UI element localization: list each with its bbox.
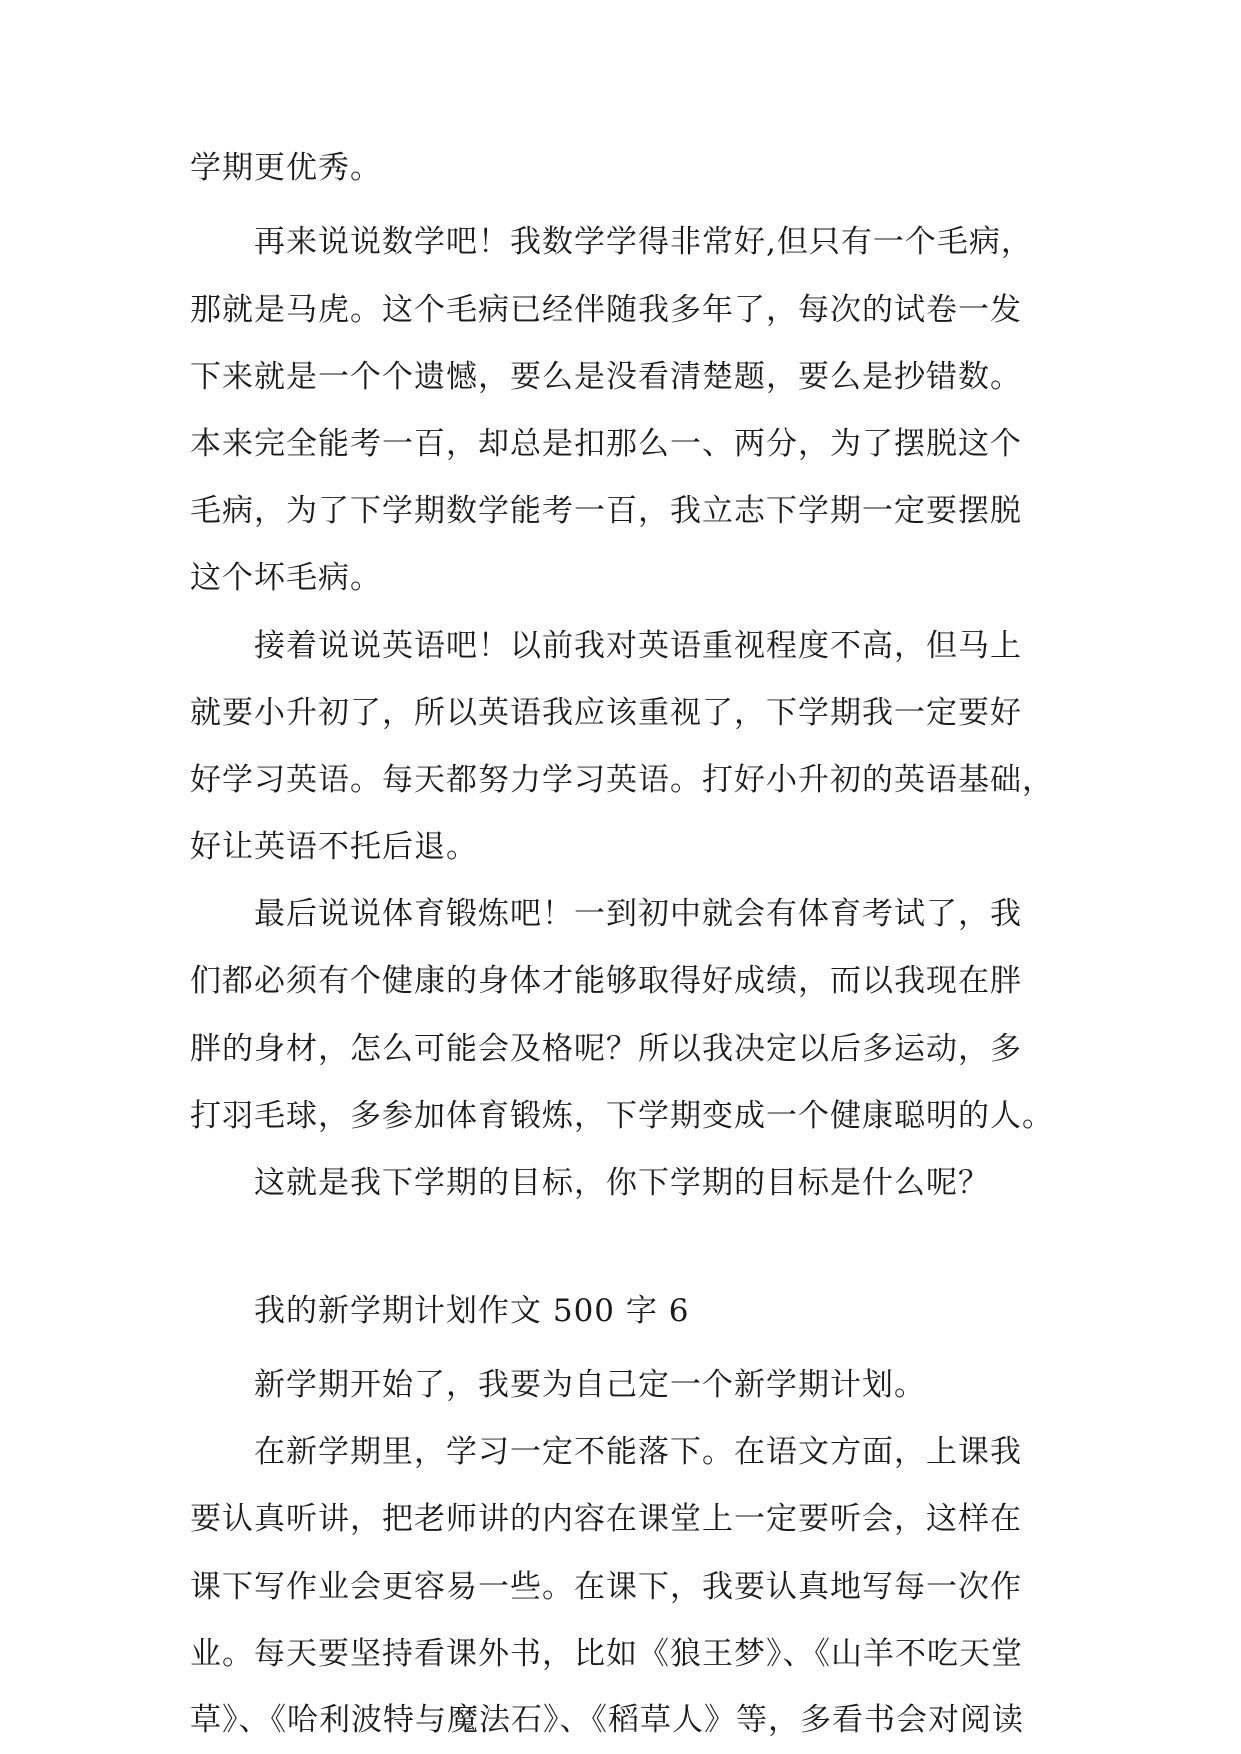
text-line: 打羽毛球，多参加体育锻炼，下学期变成一个健康聪明的人。 <box>190 1098 1054 1134</box>
text-line: 们都必须有个健康的身体才能够取得好成绩，而以我现在胖 <box>190 963 1022 999</box>
text-line: 好让英语不托后退。 <box>190 829 478 865</box>
text-line: 下来就是一个个遗憾，要么是没看清楚题，要么是抄错数。 <box>190 359 1022 395</box>
text-line: 胖的身材，怎么可能会及格呢？所以我决定以后多运动，多 <box>190 1031 1022 1067</box>
text-line: 在新学期里，学习一定不能落下。在语文方面，上课我 <box>254 1434 1022 1470</box>
text-line: 毛病，为了下学期数学能考一百，我立志下学期一定要摆脱 <box>190 493 1022 529</box>
text-line: 这个坏毛病。 <box>190 560 382 596</box>
text-line: 那就是马虎。这个毛病已经伴随我多年了，每次的试卷一发 <box>190 292 1022 328</box>
text-line: 好学习英语。每天都努力学习英语。打好小升初的英语基础， <box>190 762 1054 798</box>
text-line: 业。每天要坚持看课外书，比如《狼王梦》、《山羊不吃天堂 <box>190 1636 1023 1672</box>
text-line: 学期更优秀。 <box>190 150 382 186</box>
text-line: 本来完全能考一百，却总是扣那么一、两分，为了摆脱这个 <box>190 426 1022 462</box>
text-line: 这就是我下学期的目标，你下学期的目标是什么呢？ <box>254 1165 990 1201</box>
section-heading: 我的新学期计划作文 500 字 6 <box>254 1293 690 1329</box>
text-line: 新学期开始了，我要为自己定一个新学期计划。 <box>254 1367 926 1403</box>
text-line: 最后说说体育锻炼吧！一到初中就会有体育考试了，我 <box>254 896 1022 932</box>
text-line: 课下写作业会更容易一些。在课下，我要认真地写每一次作 <box>190 1569 1022 1605</box>
text-line: 要认真听讲，把老师讲的内容在课堂上一定要听会，这样在 <box>190 1501 1022 1537</box>
text-line: 接着说说英语吧！以前我对英语重视程度不高，但马上 <box>254 628 1022 664</box>
text-line: 再来说说数学吧！我数学学得非常好,但只有一个毛病， <box>254 224 1033 260</box>
text-line: 就要小升初了，所以英语我应该重视了，下学期我一定要好 <box>190 695 1022 731</box>
text-line: 草》、《哈利波特与魔法石》、《稻草人》等，多看书会对阅读 <box>190 1702 1024 1738</box>
